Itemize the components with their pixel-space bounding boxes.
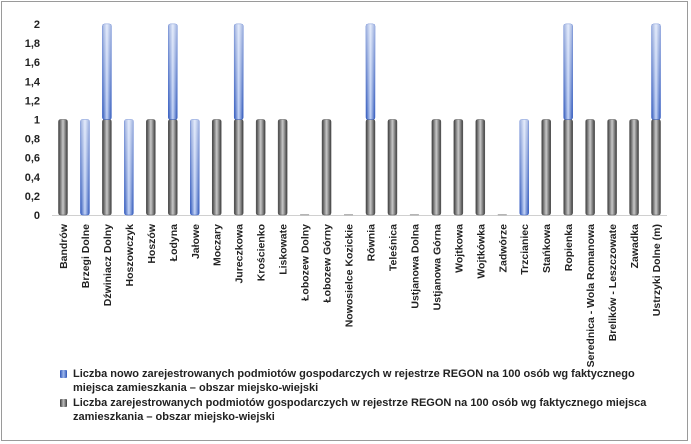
bar-new-registrations-highlight-3 <box>124 120 133 216</box>
bar-registered-0 <box>58 120 67 216</box>
bar-registered-10 <box>278 120 287 216</box>
bar-registered-24 <box>586 120 595 216</box>
x-tick-label: Hoszowczyk <box>123 224 136 287</box>
y-tick-label: 1,6 <box>24 57 40 70</box>
x-tick-label: Łobozew Dolny <box>299 224 312 301</box>
bar-registered-15 <box>388 120 397 216</box>
x-tick-label: Hoszów <box>145 224 158 264</box>
x-tick-label: Jureczkowa <box>233 223 246 284</box>
y-tick-label: 1 <box>33 114 40 127</box>
bar-new-registrations-highlight-27 <box>652 24 661 120</box>
x-tick-label: Zawadka <box>629 224 642 269</box>
legend <box>60 367 660 425</box>
x-tick-label: Ropienka <box>563 224 576 272</box>
bar-registered-12 <box>322 120 331 216</box>
x-tick-label: Bandrów <box>57 224 70 269</box>
legend-item-new-registrations <box>60 367 660 395</box>
x-tick-label: Brelików - Leszczowate <box>607 224 620 342</box>
x-tick-label: Trzcianiec <box>519 224 532 275</box>
bar-registered-5 <box>168 120 177 216</box>
bar-new-registrations-highlight-6 <box>190 120 199 216</box>
bar-registered-14 <box>366 120 375 216</box>
bar-zero-13 <box>344 214 353 216</box>
y-tick-label: 0 <box>33 210 40 222</box>
x-tick-label: Teleśnica <box>387 224 400 272</box>
x-tick-label: Moczary <box>211 224 224 267</box>
x-tick-label: Równia <box>365 224 378 262</box>
bar-new-registrations-highlight-5 <box>168 24 177 120</box>
y-tick-label: 0,4 <box>24 171 40 184</box>
bar-registered-26 <box>630 120 639 216</box>
y-tick-label: 1,8 <box>24 38 40 51</box>
legend-label-new-registrations: Liczba nowo zarejestrowanych podmiotów gospodarczych w rejestrze REGON na 100 osób wg faktycznego miejsca zamieszkania – obszar miejsko-wiejski <box>73 368 635 394</box>
bar-registered-8 <box>234 120 243 216</box>
x-tick-label: Nowosielce Kozickie <box>343 224 356 328</box>
bar-zero-20 <box>498 214 507 216</box>
x-tick-label: Zadwórze <box>497 223 510 273</box>
bar-registered-4 <box>146 120 155 216</box>
bar-registered-2 <box>102 120 111 216</box>
x-tick-label: Stańkowa <box>541 224 554 274</box>
x-tick-label: Ustrzyki Dolne (m) <box>651 224 664 317</box>
bar-registered-22 <box>542 120 551 216</box>
bar-registered-19 <box>476 120 485 216</box>
bar-registered-23 <box>564 120 573 216</box>
bar-registered-17 <box>432 120 441 216</box>
bar-new-registrations-highlight-8 <box>234 24 243 120</box>
x-tick-label: Ustjanowa Dolna <box>409 224 422 309</box>
x-tick-label: Ustjanowa Górna <box>431 224 444 311</box>
y-axis <box>25 19 41 222</box>
x-tick-label: Łobozew Górny <box>321 224 334 303</box>
x-tick-label: Krościenko <box>255 224 268 282</box>
x-tick-label: Jałowe <box>189 224 202 260</box>
x-tick-label: Wojtkówka <box>475 224 488 279</box>
bar-registered-25 <box>608 120 617 216</box>
legend-swatch-gray <box>60 399 67 407</box>
y-tick-label: 1,2 <box>24 95 40 108</box>
legend-item-registered <box>60 396 660 424</box>
bar-registered-27 <box>652 120 661 216</box>
x-tick-label: Liskowate <box>277 224 290 275</box>
legend-label-registered: Liczba zarejestrowanych podmiotów gospodarczych w rejestrze REGON na 100 osób wg faktycznego miejsca zamieszkania – obszar miejsko-wiejski <box>73 397 647 423</box>
bar-new-registrations-highlight-23 <box>564 24 573 120</box>
bar-registered-7 <box>212 120 221 216</box>
x-tick-label: Serednica - Wola Romanowa <box>585 224 598 368</box>
chart-frame <box>1 1 688 441</box>
bar-new-registrations-highlight-2 <box>102 24 111 120</box>
bar-new-registrations-highlight-14 <box>366 24 375 120</box>
bar-zero-11 <box>300 214 309 216</box>
bars <box>58 24 660 216</box>
y-tick-label: 2 <box>33 19 40 31</box>
bar-zero-16 <box>410 214 419 216</box>
y-tick-label: 0,6 <box>24 152 40 165</box>
x-tick-label: Łodyna <box>167 224 180 262</box>
bar-registered-9 <box>256 120 265 216</box>
x-tick-label: Brzegi Dolne <box>79 224 92 289</box>
bar-new-registrations-highlight-21 <box>520 120 529 216</box>
legend-swatch-blue <box>60 370 67 378</box>
y-tick-label: 0,8 <box>24 133 40 146</box>
y-tick-label: 1,4 <box>24 76 40 89</box>
bar-new-registrations-highlight-1 <box>80 120 89 216</box>
y-tick-label: 0,2 <box>24 190 40 203</box>
x-tick-label: Wojtkowa <box>453 224 466 273</box>
category-labels <box>58 223 663 367</box>
bar-registered-18 <box>454 120 463 216</box>
x-tick-label: Dźwiniacz Dolny <box>101 224 114 307</box>
